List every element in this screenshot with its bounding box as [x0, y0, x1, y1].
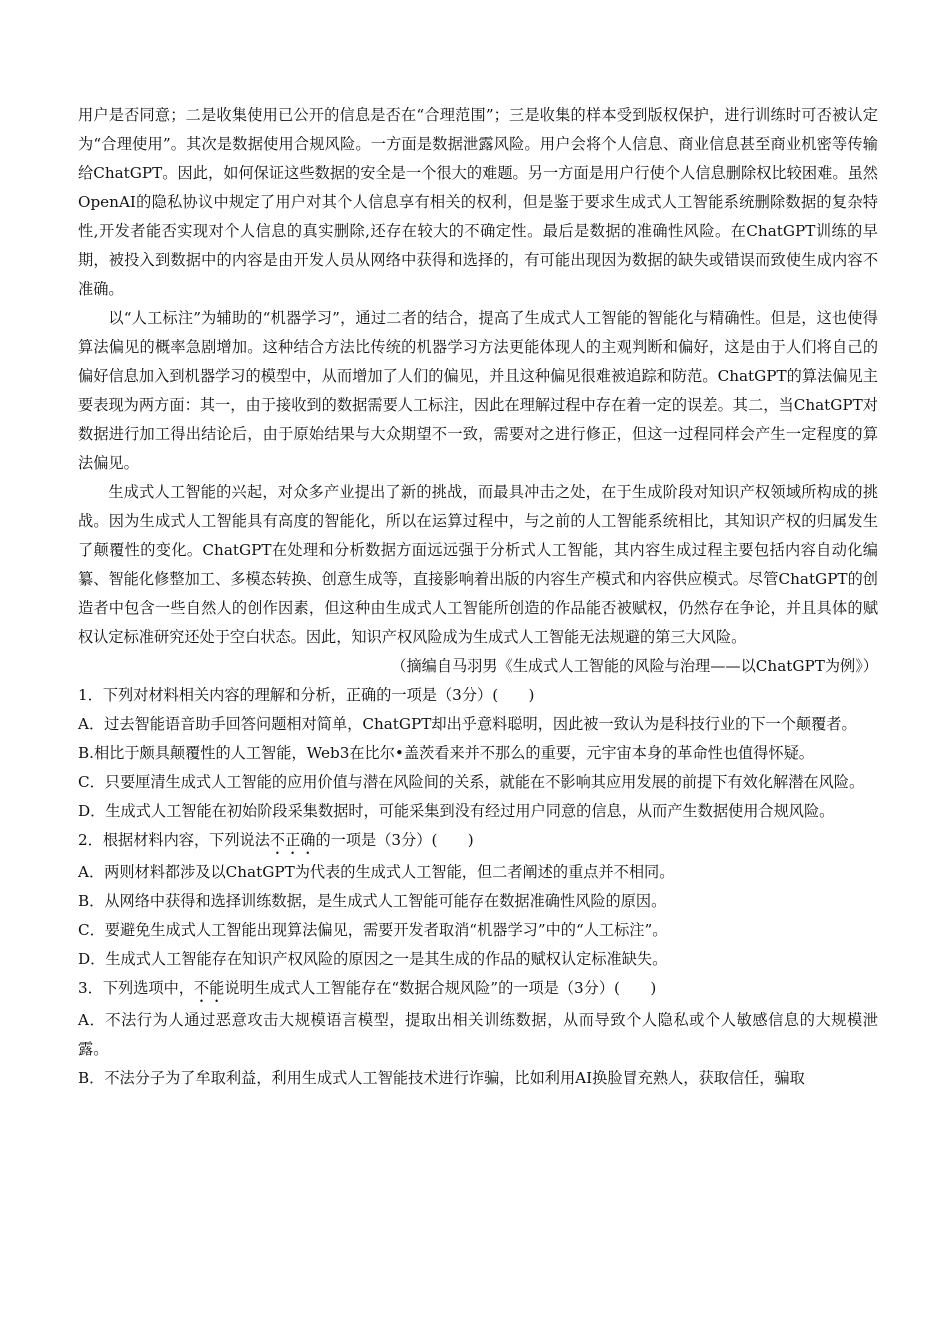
question-3-emphasis: 不能	[193, 979, 225, 997]
question-1-stem: 1．下列对材料相关内容的理解和分析，正确的一项是（3分）( )	[78, 686, 535, 704]
question-2-stem-before: 2．根据材料内容，下列说法	[78, 831, 270, 849]
article-paragraph-2: 以“人工标注”为辅助的“机器学习”，通过二者的结合，提高了生成式人工智能的智能化与精确性。但是，这也使得算法偏见的概率急剧增加。这种结合方法比传统的机器学习方法更能体现人的主观判断和偏好，这是由于人们将自己的偏好信息加入到机器学习的模型中，从而增加了人们的偏见，并且这种偏见很难被追踪和防范。ChatGPT的算法偏见主要表现为两方面：其一，由于接收到的数据需要人工标注，因此在理解过程中存在着一定的误差。其二，当ChatGPT对数据进行加工得出结论后，由于原始结果与大众期望不一致，需要对之进行修正，但这一过程同样会产生一定程度的算法偏见。	[78, 309, 878, 472]
question-2-emphasis: 不正确	[269, 831, 316, 849]
question-3-stem-after: 说明生成式人工智能存在“数据合规风险”的一项是（3分）( )	[224, 979, 657, 997]
question-3-stem-before: 3．下列选项中，	[78, 979, 194, 997]
question-3-option-b: B．不法分子为了牟取利益，利用生成式人工智能技术进行诈骗，比如利用AI换脸冒充熟人，获取信任，骗取	[78, 1069, 805, 1087]
article-paragraph-1: 用户是否同意；二是收集使用已公开的信息是否在“合理范围”；三是收集的样本受到版权保护，进行训练时可否被认定为“合理使用”。其次是数据使用合规风险。一方面是数据泄露风险。用户会将个人信息、商业信息甚至商业机密等传输给ChatGPT。因此，如何保证这些数据的安全是一个很大的难题。另一方面是用户行使个人信息删除权比较困难。虽然OpenAI的隐私协议中规定了用户对其个人信息享有相关的权利，但是鉴于要求生成式人工智能系统删除数据的复杂特性,开发者能否实现对个人信息的真实删除,还存在较大的不确定性。最后是数据的准确性风险。在ChatGPT训练的早期，被投入到数据中的内容是由开发人员从网络中获得和选择的，有可能出现因为数据的缺失或错误而致使生成内容不准确。	[78, 106, 878, 298]
question-2-option-c: C．要避免生成式人工智能出现算法偏见，需要开发者取消“机器学习”中的“人工标注”。	[78, 921, 668, 939]
question-1-option-a: A．过去智能语音助手回答问题相对简单，ChatGPT却出乎意料聪明，因此被一致认为是科技行业的下一个颠覆者。	[78, 715, 857, 733]
citation: （摘编自马羽男《生成式人工智能的风险与治理——以ChatGPT为例》）	[391, 657, 878, 675]
question-2-option-d: D．生成式人工智能存在知识产权风险的原因之一是其生成的作品的赋权认定标准缺失。	[78, 950, 668, 968]
article-paragraph-3: 生成式人工智能的兴起，对众多产业提出了新的挑战，而最具冲击之处，在于生成阶段对知识产权领域所构成的挑战。因为生成式人工智能具有高度的智能化，所以在运算过程中，与之前的人工智能系统相比，其知识产权的归属发生了颠覆性的变化。ChatGPT在处理和分析数据方面远远强于分析式人工智能，其内容生成过程主要包括内容自动化编纂、智能化修整加工、多模态转换、创意生成等，直接影响着出版的内容生产模式和内容供应模式。尽管ChatGPT的创造者中包含一些自然人的创作因素，但这种由生成式人工智能所创造的作品能否被赋权，仍然存在争论，并且具体的赋权认定标准研究还处于空白状态。因此，知识产权风险成为生成式人工智能无法规避的第三大风险。	[78, 483, 878, 646]
question-2-option-b: B．从网络中获得和选择训练数据，是生成式人工智能可能存在数据准确性风险的原因。	[78, 892, 667, 910]
question-3-option-a: A．不法行为人通过恶意攻击大规模语言模型，提取出相关训练数据，从而导致个人隐私或个人敏感信息的大规模泄露。	[78, 1011, 878, 1058]
question-1-option-c: C．只要厘清生成式人工智能的应用价值与潜在风险间的关系，就能在不影响其应用发展的前提下有效化解潜在风险。	[78, 773, 865, 791]
question-3-stem	[78, 974, 878, 1006]
question-2-stem-after: 的一项是（3分）( )	[315, 831, 474, 849]
document-page	[78, 101, 878, 1093]
question-1-option-d: D．生成式人工智能在初始阶段采集数据时，可能采集到没有经过用户同意的信息，从而产生数据使用合规风险。	[78, 802, 835, 820]
question-1-option-b: B.相比于颇具颠覆性的人工智能，Web3在比尔•盖茨看来并不那么的重要，元宇宙本身的革命性也值得怀疑。	[78, 744, 814, 762]
question-2-option-a: A．两则材料都涉及以ChatGPT为代表的生成式人工智能，但二者阐述的重点并不相同。	[78, 863, 675, 881]
question-2-stem	[78, 826, 878, 858]
